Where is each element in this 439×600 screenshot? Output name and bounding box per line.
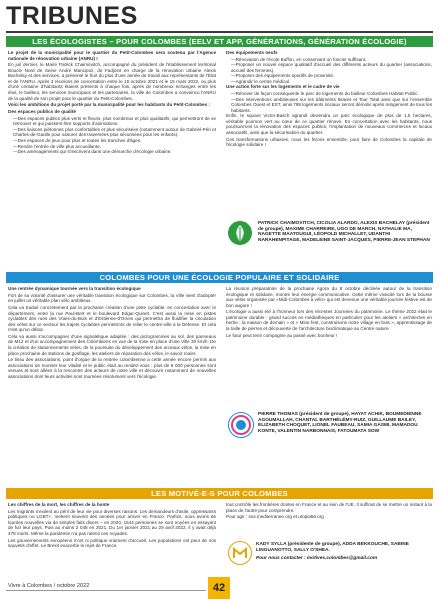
list-item: — Proposer un nouvel espace qualitatif d'accueil des différents acteurs du quartier (associations, accueil des femmes).	[231, 62, 432, 73]
footer-rule	[6, 590, 206, 591]
section2-paragraph: Le futur peut tenir compagnie au passé avec bonheur !	[226, 332, 338, 338]
page-number: 42	[208, 577, 230, 599]
section2-paragraph: Cela va traduit concrètement par la prochaine création d'une piste cyclable, en concertation avec le département, entre la rue Paul-Bert et le boulevard Edgar-Quinet. C'est aussi la mise en pistes cyclables des rues des Voies-du-Bois et d'Estienne-d'Orves qui permettra de fluidifier la circulation des vélos sur ce secteur les trajets cyclables permettront de relier le centre-ville à la Défense. Et cela n'est qu'un début.	[8, 305, 216, 333]
title-rule	[6, 31, 433, 33]
section1-signatures: PATRICK CHAIMOVITCH, CICOLIA ALARDO, ALEXIS BACHELAY (président de groupe), MAXIME CHARREIRE, UGO DE MARCH, NATHALIE MA, NAGETTE MAATOUGUI, LÉOPOLD MICHALLET, UDANTHI NARAHENPITAGE, MADELEINE SAINT-JACQUES, PIERRE-JEAN STEPHAN	[258, 221, 430, 244]
section3-paragraph: Les migrants s'exilent au péril de leur vie pour diverses raisons. Les demandeurs d'asile, oppressants politiques ou LGBT+, mettent souvent des années pour arriver en France. Parfois, nous avons de lourdes nouvelles via de simples faits divers – en 2020, 1544 personnes se sont noyées en essayant de fuir leur pays. Puis au moins 2 048 en 2021. Du 1er janvier 2021 au 29 avril 2022, il y avait déjà 478 morts. Même la pandémie n'a pas ralenti ces noyades.	[8, 508, 216, 536]
list-item: — Agrandir le centre médical.	[231, 79, 432, 85]
list-item: — Des interventions ambitieuses sur les bâtiments Itsares et Tour Total ainsi que sur l'ensemble Colombes Ouest et EST, ainsi 788 logements sociaux seront démolis après relogement de tous les habitants.	[231, 97, 432, 114]
section3-left-column	[8, 502, 216, 572]
section3-signatures: KADY SYLLA (présidente de groupe), ADDA BEKKOUCHE, SABINE LINGUANOTTO, SALLY O'SHEA.	[256, 542, 409, 553]
section3-intro: Les chiffres de la mort, les chiffres de la honte	[8, 502, 110, 507]
motives-logo	[228, 541, 252, 565]
section1-left-column	[8, 50, 216, 235]
section2-paragraph: L'écologie a aussi été à l'honneur lors des récentes Journées du patrimoine. Le thème 2022 était le patrimoine durable : grand succès en médiathèques en particulier pour les ateliers « architectes en herbe : la maison de demain » et « Mine fest, construisons notre village en bois », apprentissage de la taille de pierres et découverte de l'architecture bioclimatique au Centre nature.	[226, 309, 432, 332]
section2-paragraph: Fort de sa volonté d'assurer une véritable transition écologique sur Colombes, la Ville vient d'adopter en juillet un véritable plan vélo ambitieux.	[8, 292, 216, 304]
section1-intro: Le projet de la municipalité pour le quartier du Petit-Colombes sera soutenu par l'Agence nationale de rénovation urbaine (ANRU) !	[8, 50, 216, 61]
section1-left-list	[8, 116, 216, 155]
section2-intro: Une rentrée dynamique tournée vers la transition écologique	[8, 286, 141, 291]
section3-paragraph: Les gouvernements européens n'ont ni politique vraiment d'accueil. Les populations ont peur de nos sauvetis d'effet. Le Brexit exacerbe le rejet de France,	[8, 537, 216, 549]
section-header-ecologie-populaire: COLOMBES POUR UNE ÉCOLOGIE POPULAIRE ET SOLIDAIRE	[6, 272, 433, 283]
list-item: — Des liaisons piétonnes plus confortables et plus sécurisées (notamment autour de Gabriel-Péri et Charles-de-Gaulle pour assurer des traversées plus sécurisées pour les enfants).	[13, 127, 216, 138]
list-item: — Rénovation de l'école Buffon, en conservant un foncier suffisant.	[231, 57, 432, 63]
section3-paragraph: Pour agir : sos.mediterranee.org et utopia56.org	[226, 514, 324, 520]
ecologie-populaire-logo	[228, 412, 254, 438]
section1-paragraph: Enfin, le square Victor-Basch agrandi deviendra un parc écologique de plus de 1,5 hectares, véritable poumon vert au cœur de ce quartier rénové. En concertation avec les habitants, nous poursuivrons la rénovation des espaces publics, l'implantation de nouveaux commerces et locaux associatifs, ainsi que la sécurisation du quartier.	[226, 113, 432, 136]
section1-right-column	[226, 50, 432, 213]
section2-paragraph: La réunion préparatoire de la prochaine Agora du 8 octobre déclinée autour de la transition écologique et solidaire, montre leur énergie communicative. Cette même vivacité lors de la bourse aux vélos organisée par «Midi-Colombes à vélo» qui est devenue une véritable journée festive est de bon augure !	[226, 286, 432, 308]
section2-left-column	[8, 286, 216, 478]
section2-paragraph: Le tissu des associations, point d'orgue de la rentrée colombienne a cette année encore permis aux associations de montrer leur vitalité et le public était au rendez-vous : plus de 6 000 personnes sont venues et sont allées à la rencontre des acteurs de notre ville et découvrir notamment de nouvelles associations dont leurs activités sont tournées résolument vers l'écologie.	[8, 357, 216, 379]
section1-subheading: Des équipements neufs	[226, 50, 278, 55]
section1-subheading: Des espaces publics de qualité	[8, 109, 76, 115]
list-item: — Des aménagements qui s'inscrivent dans une démarche d'écologie urbaine.	[13, 149, 216, 155]
list-item: — Des espaces de jeux pour plus et toutes les tranches d'âges.	[13, 138, 216, 144]
section2-right-column	[226, 286, 432, 406]
green-party-logo	[228, 221, 252, 245]
section-header-ecologistes: LES ÉCOLOGISTES – POUR COLOMBES (EELV ET APP, GÉNÉRATIONS, GÉNÉRATION ÉCOLOGIE)	[6, 36, 433, 47]
section1-right-list-2	[226, 91, 432, 113]
section3-contact: Pour nous contacter : motives.colombes@gmail.com	[256, 556, 378, 561]
section1-subheading: Une action forte sur les logements et le cadre de vie	[226, 84, 340, 90]
section1-right-list-1	[226, 57, 432, 85]
page-title: TRIBUNES	[6, 2, 138, 30]
section1-paragraph: Voici les ambitions du projet porté par la municipalité pour les habitants du Petit-Colombes :	[8, 102, 211, 108]
list-item: — Rendre l'entrée de ville plus accueillante.	[13, 144, 216, 150]
list-item: — Des espaces publics plus verts et fleuris, plus nombreux et plus qualitatifs, qui permettront de se retrouver et qui puissent être supports d'animations.	[13, 116, 216, 127]
list-item: — Rénover de façon conséquente le parc de logements du bailleur Colombes Habitat Public.	[231, 91, 432, 97]
list-item: — Proposer des équipements sportifs de proximité.	[231, 73, 432, 79]
section3-right-column	[226, 502, 432, 532]
section2-paragraph: Cela va aussi s'accompagner d'une signalétique adaptée : des pictogrammes au sol, des panneaux de M12 et d'un accompagnement des Colombiens en vue de la mise en place d'une Ville 30 km/h. De la création de stationnements vélos, de la poursuite du développement des arceaux vélos, la mise en place prochaine de stations de gonflage, les ateliers de réparation des vélos, le savoir rouler.	[8, 333, 216, 356]
section1-paragraph: En juil dernier, le Maire Patrick Chaimovitch, accompagné du président de l'établissement territorial Boucle Nord de Seine André Mancipoz, de Fadjoint en charge de la rénovation urbaine Alexis Bachelay et des services, a présenté le fruit du plus d'une année de travail aux représentants de l'État et de l'ANRU. Après 3 réunions de concertation entre le 15 octobre 2021 et le 15 mars 2022, ou plus d'une centaine d'habitants étaient présents à chaque fois, après de nombreux échanges entre les élus, le bailleur, les services municipaux et les partenaires, la ville de Colombes a convaincu l'ANRU de la qualité de son projet pour le quartier du Petit-Colombes.	[8, 62, 216, 101]
section-header-motives: LES MOTIVÉ-E-S POUR COLOMBES	[6, 488, 433, 499]
section3-paragraph: tout contrôle les frontières droites en France et au sein de l'UE. Il suffirait de se mettre un instant à la place de l'autre pour comprendre.	[226, 502, 432, 513]
section2-signatures: PIERRE THOMAS (président de groupe), HAYAT ACHIK, BOUMEDIENNE AGOUMALLAH, CHANTAL BARTHÉLÉMY-RUIZ, GUILLAUME BAILEY, ELIZABETH CHOQUET, LIONEL FAUBEAU, SAMIA GASMI, MAMADOU KONTE, VALENTIN NARBONNAIS, FATOUMATA SOW	[258, 412, 422, 435]
footer-publication: Vivre à Colombes / octobre 2022	[8, 583, 90, 589]
section1-paragraph: Ces transformations urbaines, nous les ferons ensemble, pour faire de Colombes la capitale de l'écologie solidaire !	[226, 136, 432, 148]
